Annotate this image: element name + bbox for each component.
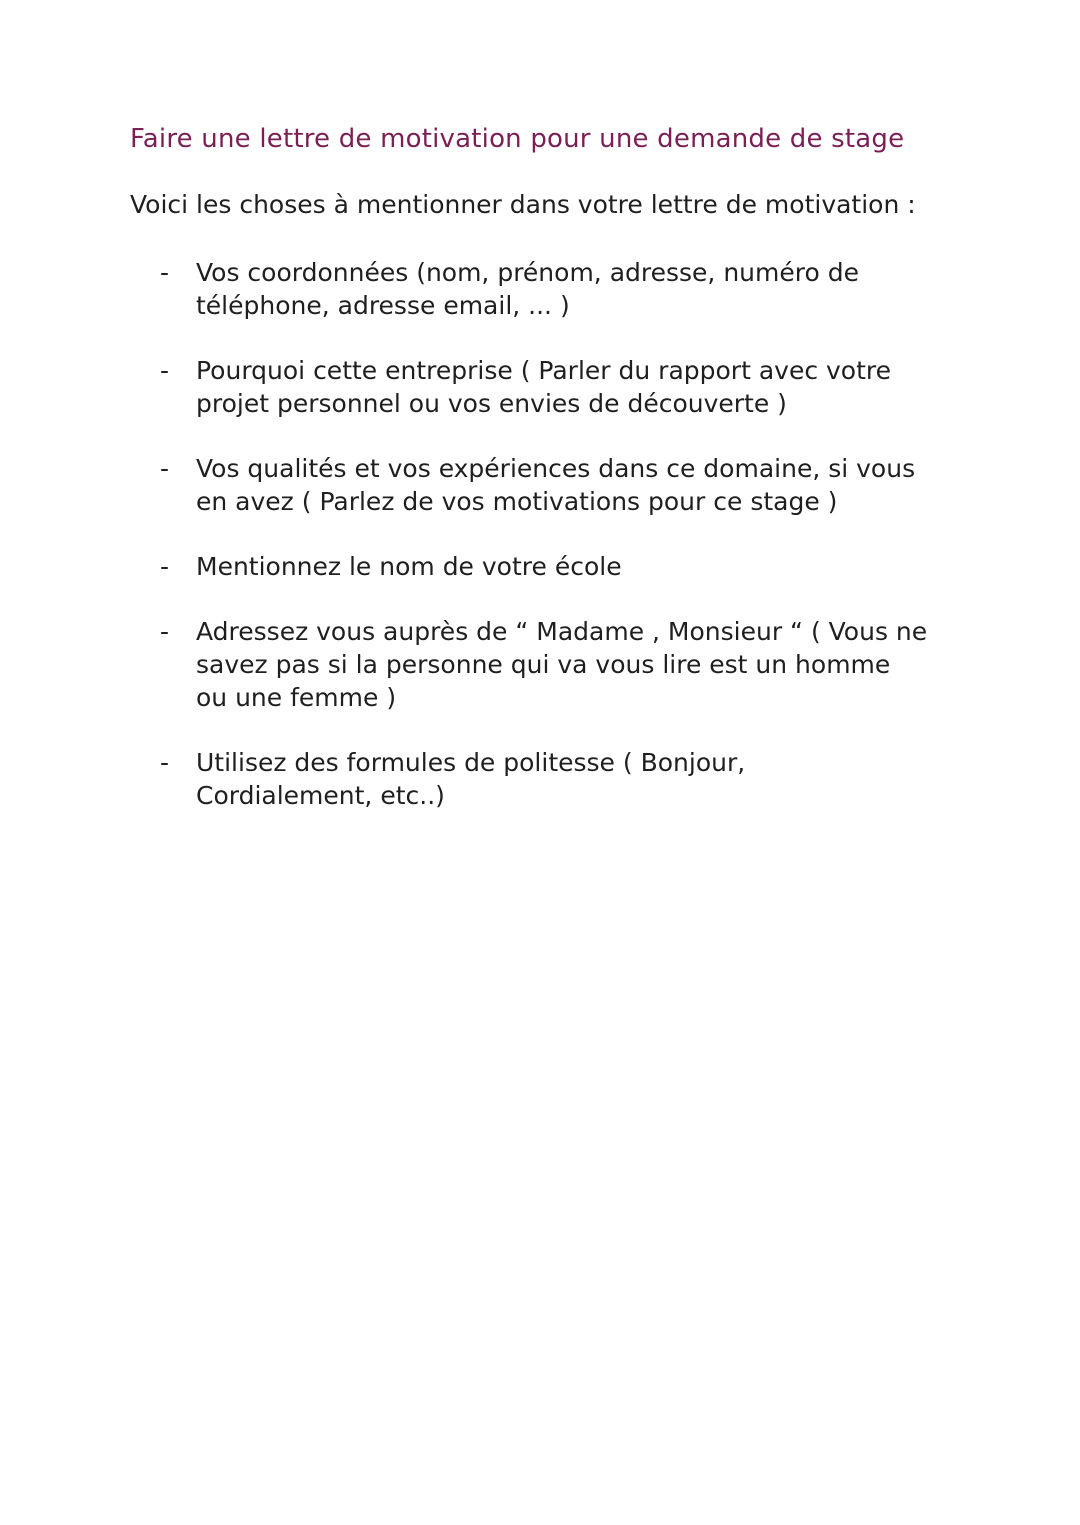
list-item <box>160 256 960 322</box>
bullet-dash: - <box>160 617 170 646</box>
bullet-list <box>160 256 960 844</box>
bullet-dash: - <box>160 748 170 777</box>
bullet-dash: - <box>160 454 170 483</box>
list-item-line: téléphone, adresse email, ... ) <box>196 291 570 320</box>
list-item-line: ou une femme ) <box>196 683 397 712</box>
list-item-line: en avez ( Parlez de vos motivations pour ce stage ) <box>196 487 838 516</box>
bullet-dash: - <box>160 356 170 385</box>
list-item <box>160 452 960 518</box>
list-item-line: Pourquoi cette entreprise ( Parler du rapport avec votre <box>196 356 892 385</box>
list-item-line: Cordialement, etc..) <box>196 781 445 810</box>
list-item-line: Adressez vous auprès de “ Madame , Monsieur “ ( Vous ne <box>196 617 928 646</box>
list-item-line: savez pas si la personne qui va vous lire est un homme <box>196 650 891 679</box>
list-item-line: projet personnel ou vos envies de découverte ) <box>196 389 787 418</box>
intro-text: Voici les choses à mentionner dans votre lettre de motivation : <box>130 190 916 219</box>
list-item-line: Mentionnez le nom de votre école <box>196 552 622 581</box>
list-item <box>160 615 960 714</box>
list-item-line: Utilisez des formules de politesse ( Bonjour, <box>196 748 746 777</box>
list-item <box>160 354 960 420</box>
bullet-dash: - <box>160 552 170 581</box>
list-item <box>160 550 960 583</box>
list-item <box>160 746 960 812</box>
document-title: Faire une lettre de motivation pour une demande de stage <box>130 124 905 154</box>
bullet-dash: - <box>160 258 170 287</box>
list-item-line: Vos coordonnées (nom, prénom, adresse, numéro de <box>196 258 859 287</box>
list-item-line: Vos qualités et vos expériences dans ce domaine, si vous <box>196 454 916 483</box>
